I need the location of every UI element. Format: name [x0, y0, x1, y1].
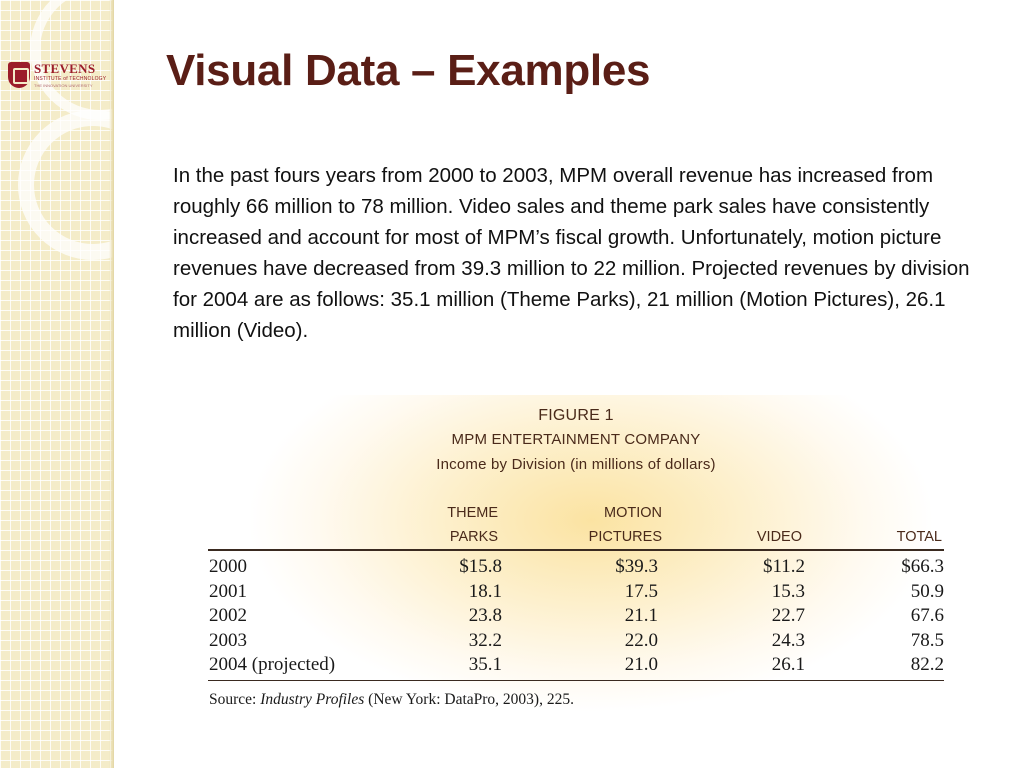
table-row — [208, 555, 944, 580]
slide-title: Visual Data – Examples — [166, 46, 651, 95]
cell-year: 2004 (projected) — [209, 654, 336, 676]
logo-tagline: THE INNOVATION UNIVERSITY — [34, 83, 93, 88]
slide-body-text: In the past fours years from 2000 to 2003, MPM overall revenue has increased from roughly 66 million to 78 million. Video sales and theme park sales have consistently increased and account for most of MPM’s fiscal growth. Unfortunately, motion picture revenues have decreased from 39.3 million to 22 million. Projected revenues by division for 2004 are as follows: 35.1 million (Theme Parks), 21 million (Motion Pictures), 26.1 million (Video). — [173, 164, 970, 342]
table-row — [208, 604, 944, 629]
table-rule — [208, 549, 944, 551]
table-rule — [208, 680, 944, 681]
cell-theme-parks: 35.1 — [468, 654, 502, 676]
cell-theme-parks: 32.2 — [468, 629, 502, 651]
stevens-logo — [8, 56, 108, 94]
cell-total: 50.9 — [910, 580, 944, 602]
cell-theme-parks: 18.1 — [468, 580, 502, 602]
source-details: (New York: DataPro, 2003), 225. — [368, 691, 574, 708]
cell-motion-pictures: $39.3 — [615, 556, 658, 577]
figure-company: MPM ENTERTAINMENT COMPANY — [451, 431, 701, 448]
cell-video: $11.2 — [762, 556, 805, 577]
column-header-motion-pictures — [580, 501, 662, 549]
column-header-video: VIDEO — [756, 529, 802, 545]
table-row — [208, 580, 944, 605]
table-row — [208, 629, 944, 654]
cell-video: 24.3 — [771, 629, 805, 651]
cell-year: 2001 — [209, 580, 247, 602]
cell-total: 67.6 — [910, 605, 944, 627]
table-row — [208, 653, 944, 678]
cell-theme-parks: 23.8 — [468, 605, 502, 627]
column-header-line: PARKS — [449, 529, 498, 545]
cell-motion-pictures: 17.5 — [624, 580, 658, 602]
cell-total: $66.3 — [901, 556, 944, 577]
logo-name: STEVENS — [34, 61, 96, 76]
column-header-line: MOTION — [604, 505, 662, 521]
income-table — [208, 555, 944, 678]
cell-motion-pictures: 21.0 — [624, 654, 658, 676]
cell-year: 2000 — [209, 556, 247, 577]
source-title: Industry Profiles — [260, 691, 365, 708]
decorative-ring — [18, 110, 114, 260]
figure-image — [204, 395, 948, 725]
cell-total: 82.2 — [910, 654, 944, 676]
figure-label: FIGURE 1 — [538, 407, 614, 424]
cell-theme-parks: $15.8 — [459, 556, 502, 577]
cell-year: 2002 — [209, 605, 247, 627]
cell-total: 78.5 — [910, 629, 944, 651]
figure-source — [209, 691, 574, 709]
cell-year: 2003 — [209, 629, 247, 651]
cell-video: 15.3 — [771, 580, 805, 602]
shield-icon — [8, 62, 30, 88]
column-header-total: TOTAL — [896, 529, 942, 545]
decorative-side-strip — [0, 0, 114, 768]
column-header-theme-parks — [436, 501, 498, 549]
cell-motion-pictures: 21.1 — [624, 605, 658, 627]
cell-video: 22.7 — [771, 605, 805, 627]
column-header-line: PICTURES — [588, 529, 662, 545]
column-header-line: THEME — [447, 505, 498, 521]
cell-video: 26.1 — [771, 654, 805, 676]
source-label: Source: — [209, 691, 257, 708]
logo-subtitle: INSTITUTE of TECHNOLOGY — [34, 76, 107, 82]
figure-caption: Income by Division (in millions of dollars) — [436, 456, 716, 473]
cell-motion-pictures: 22.0 — [624, 629, 658, 651]
